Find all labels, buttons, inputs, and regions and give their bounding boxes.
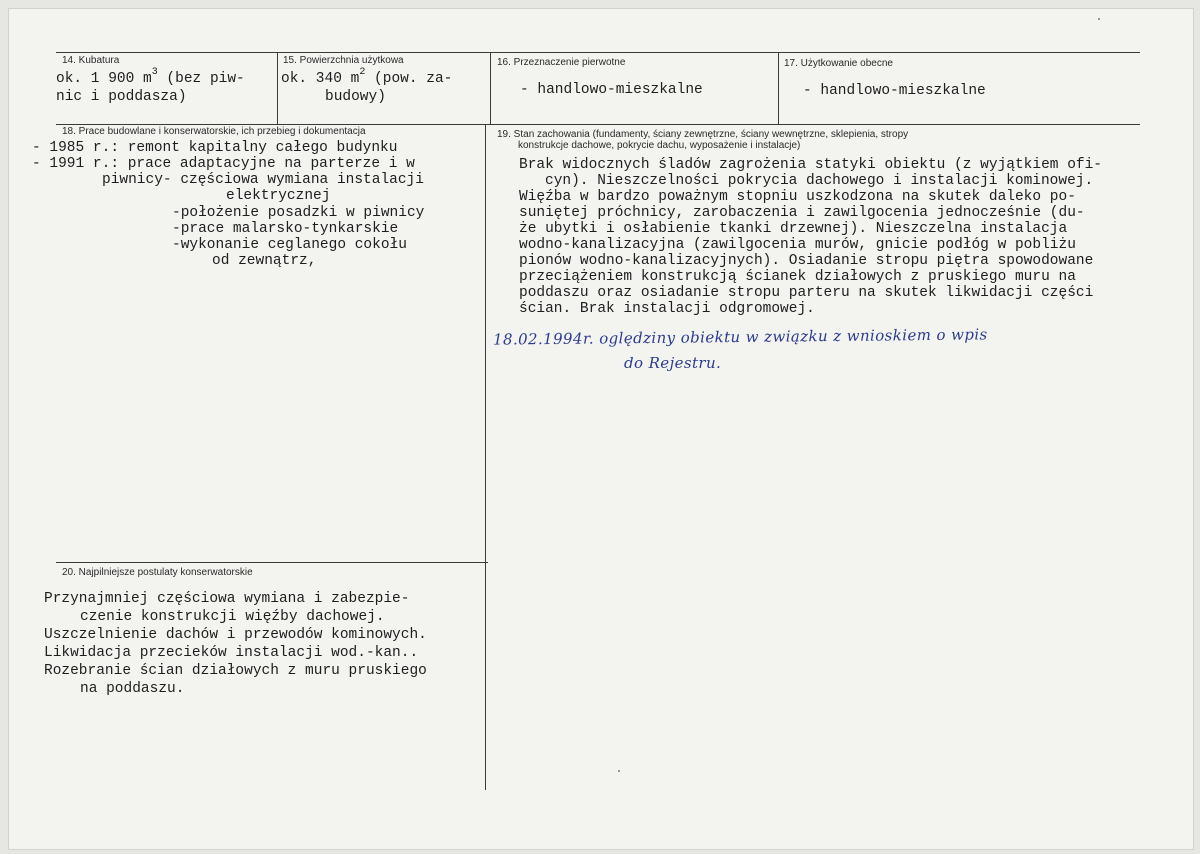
field-19-line-7: pionów wodno-kanalizacyjnych). Osiadanie stropu piętra spowodowane: [519, 253, 1094, 269]
field-19-line-6: wodno-kanalizacyjna (zawilgocenia murów, gnicie podłóg w pobliżu: [519, 237, 1076, 253]
field-19-line-4: suniętej próchnicy, zarobaczenia i zawilgocenia jednocześnie (du-: [519, 205, 1085, 221]
field-14-label: 14. Kubatura: [62, 55, 120, 66]
field-19-handwritten-note-line2: do Rejestru.: [624, 354, 722, 372]
field-19-line-1: Brak widocznych śladów zagrożenia statyki obiektu (z wyjątkiem ofi-: [519, 157, 1102, 173]
rule-left-split: [56, 562, 488, 563]
paper-speck: [618, 770, 620, 772]
field-19-line-5: że ubytki i osłabienie tkanki drzewnej). Nieszczelna instalacja: [519, 221, 1068, 237]
field-18-line-1: - 1985 r.: remont kapitalny całego budynku: [32, 140, 398, 156]
field-18-line-5: -położenie posadzki w piwnicy: [172, 205, 425, 221]
field-15-label: 15. Powierzchnia użytkowa: [283, 55, 404, 66]
field-18-line-6: -prace malarsko-tynkarskie: [172, 221, 399, 237]
field-20-line-5: Rozebranie ścian działowych z muru pruskiego: [44, 663, 427, 679]
field-15-value-line1: ok. 340 $m^2$ (pow. za-: [281, 67, 453, 87]
field-16-label: 16. Przeznaczenie pierwotne: [497, 57, 626, 68]
divider-14-15: [277, 52, 278, 124]
field-20-line-1: Przynajmniej częściowa wymiana i zabezpie-: [44, 591, 410, 607]
field-19-label-line2: konstrukcje dachowe, pokrycie dachu, wyposażenie i instalacje): [518, 140, 801, 151]
field-19-line-9: poddaszu oraz osiadanie stropu parteru na skutek likwidacji części: [519, 285, 1094, 301]
field-19-label-line1: 19. Stan zachowania (fundamenty, ściany zewnętrzne, ściany wewnętrzne, sklepienia, stropy: [497, 129, 909, 140]
field-17-label: 17. Użytkowanie obecne: [784, 58, 893, 69]
field-18-line-7: -wykonanie ceglanego cokołu: [172, 237, 407, 253]
field-15-value-line2: budowy): [325, 89, 386, 105]
divider-16-17: [778, 52, 779, 124]
field-20-line-3: Uszczelnienie dachów i przewodów kominowych.: [44, 627, 427, 643]
field-19-line-8: przeciążeniem konstrukcją ścianek działowych z pruskiego muru na: [519, 269, 1076, 285]
field-19-line-2: cyn). Nieszczelności pokrycia dachowego i instalacji kominowej.: [545, 173, 1094, 189]
field-17-value: - handlowo-mieszkalne: [803, 83, 986, 99]
field-20-line-6: na poddaszu.: [80, 681, 185, 697]
divider-main: [485, 124, 486, 790]
field-14-value-line1: ok. 1 900 $m^3$ (bez piw-: [56, 67, 245, 87]
field-16-value: - handlowo-mieszkalne: [520, 82, 703, 98]
paper-speck: [1098, 18, 1100, 20]
field-18-line-8: od zewnątrz,: [212, 253, 317, 269]
field-20-label: 20. Najpilniejsze postulaty konserwatorskie: [62, 567, 253, 578]
divider-15-16: [490, 52, 491, 124]
field-19-line-3: Więźba w bardzo poważnym stopniu uszkodzona na skutek daleko po-: [519, 189, 1076, 205]
field-18-label: 18. Prace budowlane i konserwatorskie, ich przebieg i dokumentacja: [62, 126, 366, 137]
field-14-value-line2: nic i poddasza): [56, 89, 187, 105]
rule-top: [56, 52, 1140, 53]
field-19-line-10: ścian. Brak instalacji odgromowej.: [519, 301, 815, 317]
field-18-line-2: - 1991 r.: prace adaptacyjne na parterze i w: [32, 156, 415, 172]
field-20-line-2: czenie konstrukcji więźby dachowej.: [80, 609, 385, 625]
field-18-line-4: elektrycznej: [226, 188, 331, 204]
field-18-line-3: piwnicy- częściowa wymiana instalacji: [102, 172, 424, 188]
field-20-line-4: Likwidacja przecieków instalacji wod.-kan..: [44, 645, 419, 661]
field-19-handwritten-note-line1: 18.02.1994r. oględziny obiektu w związku z wnioskiem o wpis: [492, 325, 988, 349]
rule-header-bottom: [56, 124, 1140, 125]
